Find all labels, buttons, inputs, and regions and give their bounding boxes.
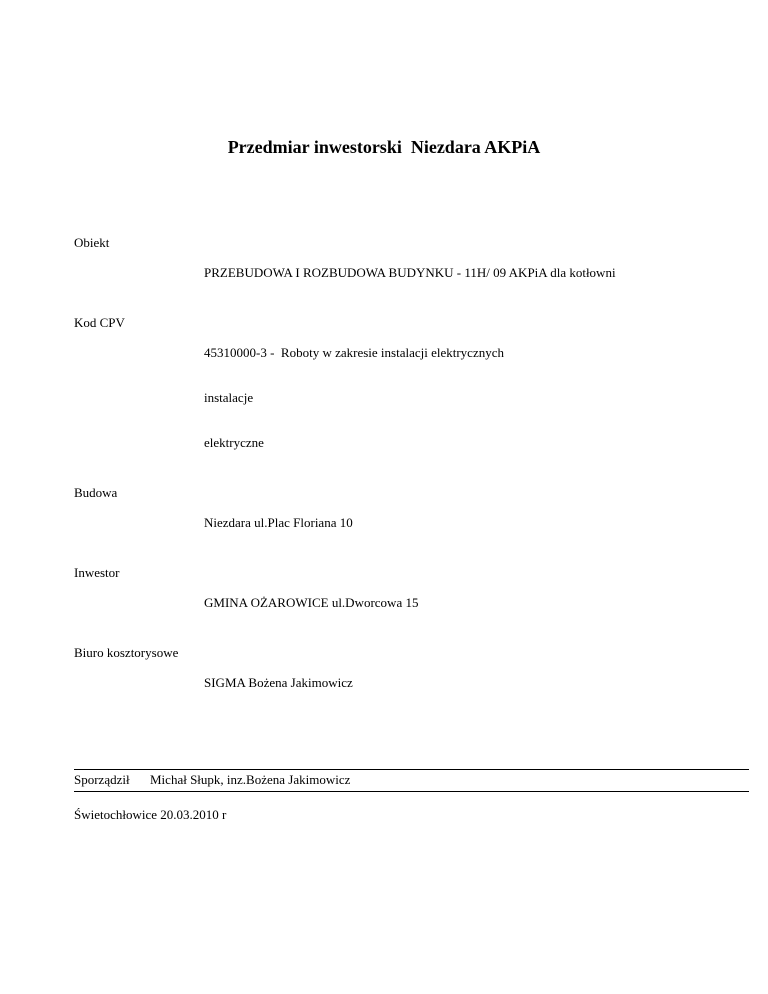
info-row-inwestor [74, 565, 616, 640]
info-row-kod-cpv [74, 315, 616, 480]
info-value [204, 485, 353, 560]
info-label: Obiekt [74, 235, 110, 250]
info-value-line: instalacje [204, 390, 254, 405]
signature-label: Sporządził [74, 772, 130, 787]
info-value-line: PRZEBUDOWA I ROZBUDOWA BUDYNKU - 11H/ 09 AKPiA dla kotłowni [204, 265, 616, 280]
info-value-line: elektryczne [204, 435, 264, 450]
project-info [74, 235, 616, 725]
document-title: Przedmiar inwestorski Niezdara AKPiA [227, 137, 541, 157]
info-label: Kod CPV [74, 315, 125, 330]
place-and-date: Świetochłowice 20.03.2010 r [74, 807, 227, 822]
info-value-line: Niezdara ul.Plac Floriana 10 [204, 515, 353, 530]
info-label: Inwestor [74, 565, 120, 580]
info-value-line: SIGMA Bożena Jakimowicz [204, 675, 353, 690]
info-value [204, 315, 504, 480]
info-value [204, 645, 353, 720]
signature-top-divider [74, 769, 749, 770]
info-row-budowa [74, 485, 616, 560]
info-value-line: GMINA OŻAROWICE ul.Dworcowa 15 [204, 595, 419, 610]
info-value [204, 235, 616, 310]
info-label: Budowa [74, 485, 118, 500]
info-label: Biuro kosztorysowe [74, 645, 179, 660]
info-value-line: 45310000-3 - Roboty w zakresie instalacji elektrycznych [204, 345, 504, 360]
signature-row [74, 772, 350, 787]
signature-bottom-divider [74, 791, 749, 792]
info-value [204, 565, 418, 640]
info-row-biuro-kosztorysowe [74, 645, 616, 720]
signature-value: Michał Słupk, inz.Bożena Jakimowicz [150, 772, 351, 787]
info-row-obiekt [74, 235, 616, 310]
